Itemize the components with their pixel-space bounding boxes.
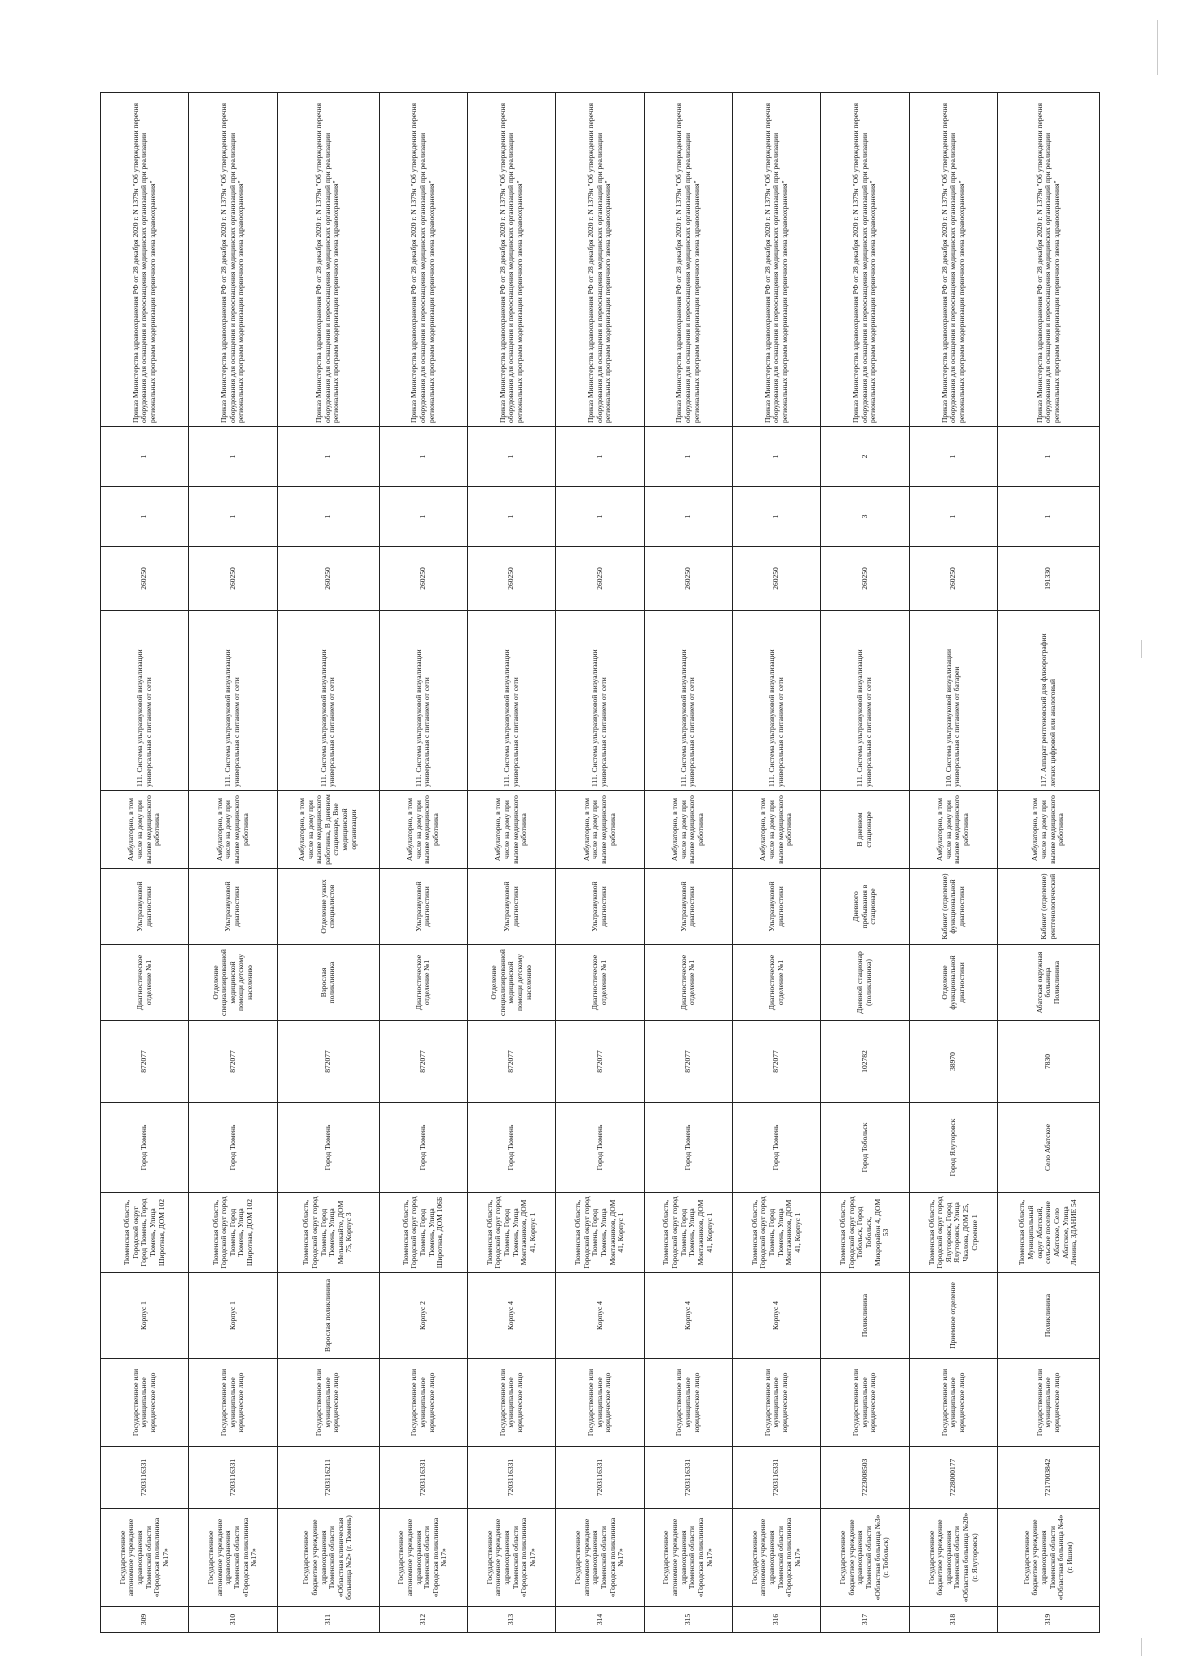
inn-code: 7203116211 [277, 1447, 379, 1509]
row-number: 316 [733, 1607, 821, 1633]
population: 7830 [998, 1021, 1100, 1103]
building-name: Корпус 1 [101, 1273, 189, 1359]
population: 872077 [189, 1021, 277, 1103]
owner-type: Государственное или муниципальное юридическое лицо [277, 1359, 379, 1447]
row-number: 313 [467, 1607, 555, 1633]
settlement: Город Тюмень [101, 1103, 189, 1193]
organization-name: Государственное автономное учреждение здравоохранения Тюменской области «Городская поликлиника №17» [467, 1509, 555, 1607]
legal-basis: Приказ Министерства здравоохранения РФ от 28 декабря 2020 г. N 1379н "Об утверждении перечня оборудования для оснащения и переоснащения медицинских организаций при реализации региональных программ модернизации первичного звена здравоохранения" [379, 93, 467, 427]
care-conditions: Амбулаторно, в том числе на дому при вызове медицинского работника [467, 791, 555, 869]
equipment-name: 110. Система ультразвуковой визуализации универсальная с питанием от батареи [909, 611, 997, 791]
unit-price: 260250 [909, 547, 997, 611]
room-type: Ультразвуковой диагностики [467, 869, 555, 945]
department: Отделение функциональной диагностики [909, 945, 997, 1021]
unit-price: 260250 [821, 547, 909, 611]
quantity-planned: 1 [644, 427, 732, 487]
organization-name: Государственное автономное учреждение здравоохранения Тюменской области «Городская поликлиника №17» [189, 1509, 277, 1607]
rotated-table-frame [100, 93, 1100, 1633]
building-name: Корпус 1 [189, 1273, 277, 1359]
scan-edge-line [1141, 640, 1142, 658]
quantity-planned: 1 [189, 427, 277, 487]
population: 872077 [101, 1021, 189, 1103]
owner-type: Государственное или муниципальное юридическое лицо [821, 1359, 909, 1447]
department: Абатская окружная больница Поликлиника [998, 945, 1100, 1021]
owner-type: Государственное или муниципальное юридическое лицо [101, 1359, 189, 1447]
room-type: Кабинет (отделение) функциональной диагностики [909, 869, 997, 945]
building-name: Поликлиника [998, 1273, 1100, 1359]
row-number: 317 [821, 1607, 909, 1633]
inn-code: 7203116331 [467, 1447, 555, 1509]
care-conditions: Амбулаторно, в том числе на дому при вызове медицинского работника [909, 791, 997, 869]
quantity-planned: 1 [733, 427, 821, 487]
care-conditions: Амбулаторно, в том числе на дому при вызове медицинского работника [379, 791, 467, 869]
settlement: Город Тюмень [467, 1103, 555, 1193]
row-number: 312 [379, 1607, 467, 1633]
equipment-name: 111. Система ультразвуковой визуализации универсальная с питанием от сети [189, 611, 277, 791]
table-row [556, 93, 644, 1633]
owner-type: Государственное или муниципальное юридическое лицо [733, 1359, 821, 1447]
settlement: Город Тюмень [556, 1103, 644, 1193]
building-name: Корпус 2 [379, 1273, 467, 1359]
unit-price: 260250 [644, 547, 732, 611]
address: Тюменская Область, Муниципальный округ Абатский, сельское поселение Абатское, Село Абатское, Улица Ленина, ЗДАНИЕ 54 [998, 1193, 1100, 1273]
quantity-required: 1 [277, 487, 379, 547]
inn-code: 7203116331 [733, 1447, 821, 1509]
legal-basis: Приказ Министерства здравоохранения РФ от 28 декабря 2020 г. N 1379н "Об утверждении перечня оборудования для оснащения и переоснащения медицинских организаций при реализации региональных программ модернизации первичного звена здравоохранения" [101, 93, 189, 427]
address: Тюменская Область, Городской округ город Тюмень, Город Тюмень, Улица Широтная, ДОМ 106Б [379, 1193, 467, 1273]
address: Тюменская Область, Городской округ город Тюмень, Город Тюмень, Улица Монтажников, ДОМ 41, Корпус 1 [733, 1193, 821, 1273]
organization-name: Государственное автономное учреждение здравоохранения Тюменской области «Городская поликлиника №17» [101, 1509, 189, 1607]
inn-code: 7203116331 [556, 1447, 644, 1509]
address: Тюменская Область, Городской округ город Тюмень, Город Тюмень, Улица Монтажников, ДОМ 41, Корпус 1 [644, 1193, 732, 1273]
table-row [189, 93, 277, 1633]
organization-name: Государственное бюджетное учреждение здравоохранения Тюменской области «Областная больница №3» (г. Тобольск) [821, 1509, 909, 1607]
care-conditions: Амбулаторно, в том числе на дому при вызове медицинского работника [998, 791, 1100, 869]
table-row [821, 93, 909, 1633]
department: Диагностическое отделение №1 [556, 945, 644, 1021]
equipment-name: 111. Система ультразвуковой визуализации универсальная с питанием от сети [101, 611, 189, 791]
department: Дневной стационар (поликлиника) [821, 945, 909, 1021]
owner-type: Государственное или муниципальное юридическое лицо [189, 1359, 277, 1447]
table-row [909, 93, 997, 1633]
building-name: Взрослая поликлиника [277, 1273, 379, 1359]
unit-price: 260250 [733, 547, 821, 611]
scan-edge-line [1141, 1638, 1142, 1656]
table-row [733, 93, 821, 1633]
department: Отделение специализированной медицинской помощи детскому населению [467, 945, 555, 1021]
quantity-planned: 1 [467, 427, 555, 487]
settlement: Город Тюмень [379, 1103, 467, 1193]
owner-type: Государственное или муниципальное юридическое лицо [644, 1359, 732, 1447]
organization-name: Государственное автономное учреждение здравоохранения Тюменской области «Городская поликлиника №17» [556, 1509, 644, 1607]
unit-price: 260250 [467, 547, 555, 611]
settlement: Город Ялуторовск [909, 1103, 997, 1193]
room-type: Отделение узких специалистов [277, 869, 379, 945]
equipment-name: 111. Система ультразвуковой визуализации универсальная с питанием от сети [556, 611, 644, 791]
settlement: Село Абатское [998, 1103, 1100, 1193]
building-name: Корпус 4 [556, 1273, 644, 1359]
table-row [644, 93, 732, 1633]
settlement: Город Тобольск [821, 1103, 909, 1193]
owner-type: Государственное или муниципальное юридическое лицо [467, 1359, 555, 1447]
address: Тюменская Область, Городской округ город Тобольск, Город Тобольск, Микрорайон 4, ДОМ 53 [821, 1193, 909, 1273]
rotated-table-container [100, 93, 1100, 1633]
quantity-required: 3 [821, 487, 909, 547]
settlement: Город Тюмень [644, 1103, 732, 1193]
care-conditions: Амбулаторно, в том числе на дому при вызове медицинского работника, В дневном стационаре, Вне медицинской организации [277, 791, 379, 869]
population: 872077 [556, 1021, 644, 1103]
inn-code: 7203116331 [101, 1447, 189, 1509]
owner-type: Государственное или муниципальное юридическое лицо [556, 1359, 644, 1447]
legal-basis: Приказ Министерства здравоохранения РФ от 28 декабря 2020 г. N 1379н "Об утверждении перечня оборудования для оснащения и переоснащения медицинских организаций при реализации региональных программ модернизации первичного звена здравоохранения" [733, 93, 821, 427]
settlement: Город Тюмень [733, 1103, 821, 1193]
equipment-name: 111. Система ультразвуковой визуализации универсальная с питанием от сети [644, 611, 732, 791]
row-number: 319 [998, 1607, 1100, 1633]
room-type: Ультразвуковой диагностики [101, 869, 189, 945]
room-type: Кабинет (отделение) рентгенологический [998, 869, 1100, 945]
quantity-planned: 2 [821, 427, 909, 487]
equipment-name: 111. Система ультразвуковой визуализации универсальная с питанием от сети [277, 611, 379, 791]
quantity-required: 1 [733, 487, 821, 547]
legal-basis: Приказ Министерства здравоохранения РФ от 28 декабря 2020 г. N 1379н "Об утверждении перечня оборудования для оснащения и переоснащения медицинских организаций при реализации региональных программ модернизации первичного звена здравоохранения" [277, 93, 379, 427]
organization-name: Государственное автономное учреждение здравоохранения Тюменской области «Городская поликлиника №17» [733, 1509, 821, 1607]
unit-price: 260250 [101, 547, 189, 611]
settlement: Город Тюмень [189, 1103, 277, 1193]
row-number: 310 [189, 1607, 277, 1633]
population: 872077 [644, 1021, 732, 1103]
quantity-planned: 1 [101, 427, 189, 487]
building-name: Корпус 4 [644, 1273, 732, 1359]
room-type: Дневного пребывания в стационаре [821, 869, 909, 945]
quantity-required: 1 [101, 487, 189, 547]
quantity-planned: 1 [277, 427, 379, 487]
row-number: 309 [101, 1607, 189, 1633]
quantity-required: 1 [909, 487, 997, 547]
care-conditions: Амбулаторно, в том числе на дому при вызове медицинского работника [733, 791, 821, 869]
equipment-register-table [100, 92, 1100, 1633]
address: Тюменская Область, Городской округ Город Тюмень, Город Тюмень, Улица Широтная, ДОМ 102 [101, 1193, 189, 1273]
unit-price: 191330 [998, 547, 1100, 611]
room-type: Ультразвуковой диагностики [556, 869, 644, 945]
legal-basis: Приказ Министерства здравоохранения РФ от 28 декабря 2020 г. N 1379н "Об утверждении перечня оборудования для оснащения и переоснащения медицинских организаций при реализации региональных программ модернизации первичного звена здравоохранения" [467, 93, 555, 427]
legal-basis: Приказ Министерства здравоохранения РФ от 28 декабря 2020 г. N 1379н "Об утверждении перечня оборудования для оснащения и переоснащения медицинских организаций при реализации региональных программ модернизации первичного звена здравоохранения" [998, 93, 1100, 427]
unit-price: 260250 [556, 547, 644, 611]
address: Тюменская Область, Городской округ город Ялуторовск, Город Ялуторовск, Улица Чкалова, ДОМ 25, Строение 1 [909, 1193, 997, 1273]
unit-price: 260250 [277, 547, 379, 611]
table-row [998, 93, 1100, 1633]
row-number: 315 [644, 1607, 732, 1633]
quantity-required: 1 [189, 487, 277, 547]
department: Отделение специализированной медицинской помощи детскому населению [189, 945, 277, 1021]
legal-basis: Приказ Министерства здравоохранения РФ от 28 декабря 2020 г. N 1379н "Об утверждении перечня оборудования для оснащения и переоснащения медицинских организаций при реализации региональных программ модернизации первичного звена здравоохранения" [556, 93, 644, 427]
care-conditions: Амбулаторно, в том числе на дому при вызове медицинского работника [556, 791, 644, 869]
quantity-planned: 1 [556, 427, 644, 487]
organization-name: Государственное автономное учреждение здравоохранения Тюменской области «Городская поликлиника №17» [644, 1509, 732, 1607]
address: Тюменская Область, Городской округ город Тюмень, Город Тюмень, Улица Монтажников, ДОМ 41, Корпус 1 [556, 1193, 644, 1273]
equipment-name: 111. Система ультразвуковой визуализации универсальная с питанием от сети [733, 611, 821, 791]
inn-code: 7223008503 [821, 1447, 909, 1509]
table-row [379, 93, 467, 1633]
care-conditions: Амбулаторно, в том числе на дому при вызове медицинского работника [189, 791, 277, 869]
owner-type: Государственное или муниципальное юридическое лицо [379, 1359, 467, 1447]
room-type: Ультразвуковой диагностики [644, 869, 732, 945]
equipment-name: 117. Аппарат рентгеновский для флюорографии легких цифровой или аналоговый [998, 611, 1100, 791]
address: Тюменская Область, Городской округ город Тюмень, Город Тюмень, Улица Монтажников, ДОМ 41, Корпус 1 [467, 1193, 555, 1273]
table-row [277, 93, 379, 1633]
quantity-planned: 1 [379, 427, 467, 487]
inn-code: 7228000177 [909, 1447, 997, 1509]
equipment-name: 111. Система ультразвуковой визуализации универсальная с питанием от сети [467, 611, 555, 791]
room-type: Ультразвуковой диагностики [379, 869, 467, 945]
unit-price: 260250 [189, 547, 277, 611]
organization-name: Государственное бюджетное учреждение здравоохранения Тюменской области «Областная больница №20» (г. Ялуторовск) [909, 1509, 997, 1607]
room-type: Ультразвуковой диагностики [733, 869, 821, 945]
table-row [467, 93, 555, 1633]
settlement: Город Тюмень [277, 1103, 379, 1193]
unit-price: 260250 [379, 547, 467, 611]
legal-basis: Приказ Министерства здравоохранения РФ от 28 декабря 2020 г. N 1379н "Об утверждении перечня оборудования для оснащения и переоснащения медицинских организаций при реализации региональных программ модернизации первичного звена здравоохранения" [644, 93, 732, 427]
owner-type: Государственное или муниципальное юридическое лицо [909, 1359, 997, 1447]
quantity-required: 1 [644, 487, 732, 547]
care-conditions: В дневном стационаре [821, 791, 909, 869]
population: 872077 [379, 1021, 467, 1103]
population: 872077 [733, 1021, 821, 1103]
inn-code: 7203116331 [644, 1447, 732, 1509]
quantity-required: 1 [379, 487, 467, 547]
row-number: 318 [909, 1607, 997, 1633]
quantity-required: 1 [998, 487, 1100, 547]
department: Диагностическое отделение №1 [733, 945, 821, 1021]
building-name: Поликлиника [821, 1273, 909, 1359]
department: Диагностическое отделение №1 [101, 945, 189, 1021]
care-conditions: Амбулаторно, в том числе на дому при вызове медицинского работника [644, 791, 732, 869]
row-number: 311 [277, 1607, 379, 1633]
care-conditions: Амбулаторно, в том числе на дому при вызове медицинского работника [101, 791, 189, 869]
row-number: 314 [556, 1607, 644, 1633]
inn-code: 7203116331 [189, 1447, 277, 1509]
organization-name: Государственное бюджетное учреждение здравоохранения Тюменской области «Областная больница №4» (г. Ишим) [998, 1509, 1100, 1607]
population: 872077 [467, 1021, 555, 1103]
address: Тюменская Область, Городской округ город Тюмень, Город Тюмень, Улица Широтная, ДОМ 102 [189, 1193, 277, 1273]
legal-basis: Приказ Министерства здравоохранения РФ от 28 декабря 2020 г. N 1379н "Об утверждении перечня оборудования для оснащения и переоснащения медицинских организаций при реализации региональных программ модернизации первичного звена здравоохранения" [821, 93, 909, 427]
address: Тюменская Область, Городской округ город Тюмень, Город Тюмень, Улица Мельникайте, ДОМ 75, Корпус 3 [277, 1193, 379, 1273]
room-type: Ультразвуковой диагностики [189, 869, 277, 945]
legal-basis: Приказ Министерства здравоохранения РФ от 28 декабря 2020 г. N 1379н "Об утверждении перечня оборудования для оснащения и переоснащения медицинских организаций при реализации региональных программ модернизации первичного звена здравоохранения" [189, 93, 277, 427]
building-name: Корпус 4 [733, 1273, 821, 1359]
organization-name: Государственное автономное учреждение здравоохранения Тюменской области «Городская поликлиника №17» [379, 1509, 467, 1607]
building-name: Приемное отделение [909, 1273, 997, 1359]
population: 38970 [909, 1021, 997, 1103]
building-name: Корпус 4 [467, 1273, 555, 1359]
population: 872077 [277, 1021, 379, 1103]
quantity-planned: 1 [909, 427, 997, 487]
quantity-required: 1 [467, 487, 555, 547]
table-row [101, 93, 189, 1633]
legal-basis: Приказ Министерства здравоохранения РФ от 28 декабря 2020 г. N 1379н "Об утверждении перечня оборудования для оснащения и переоснащения медицинских организаций при реализации региональных программ модернизации первичного звена здравоохранения" [909, 93, 997, 427]
organization-name: Государственное бюджетное учреждение здравоохранения Тюменской области «Областная клиническая больница №2» (г. Тюмень) [277, 1509, 379, 1607]
owner-type: Государственное или муниципальное юридическое лицо [998, 1359, 1100, 1447]
equipment-name: 111. Система ультразвуковой визуализации универсальная с питанием от сети [379, 611, 467, 791]
department: Диагностическое отделение №1 [379, 945, 467, 1021]
department: Диагностическое отделение №1 [644, 945, 732, 1021]
inn-code: 7217003842 [998, 1447, 1100, 1509]
quantity-planned: 1 [998, 427, 1100, 487]
department: Взрослая поликлиника [277, 945, 379, 1021]
population: 102782 [821, 1021, 909, 1103]
equipment-name: 111. Система ультразвуковой визуализации универсальная с питанием от сети [821, 611, 909, 791]
scan-edge-line [1157, 20, 1158, 75]
quantity-required: 1 [556, 487, 644, 547]
inn-code: 7203116331 [379, 1447, 467, 1509]
